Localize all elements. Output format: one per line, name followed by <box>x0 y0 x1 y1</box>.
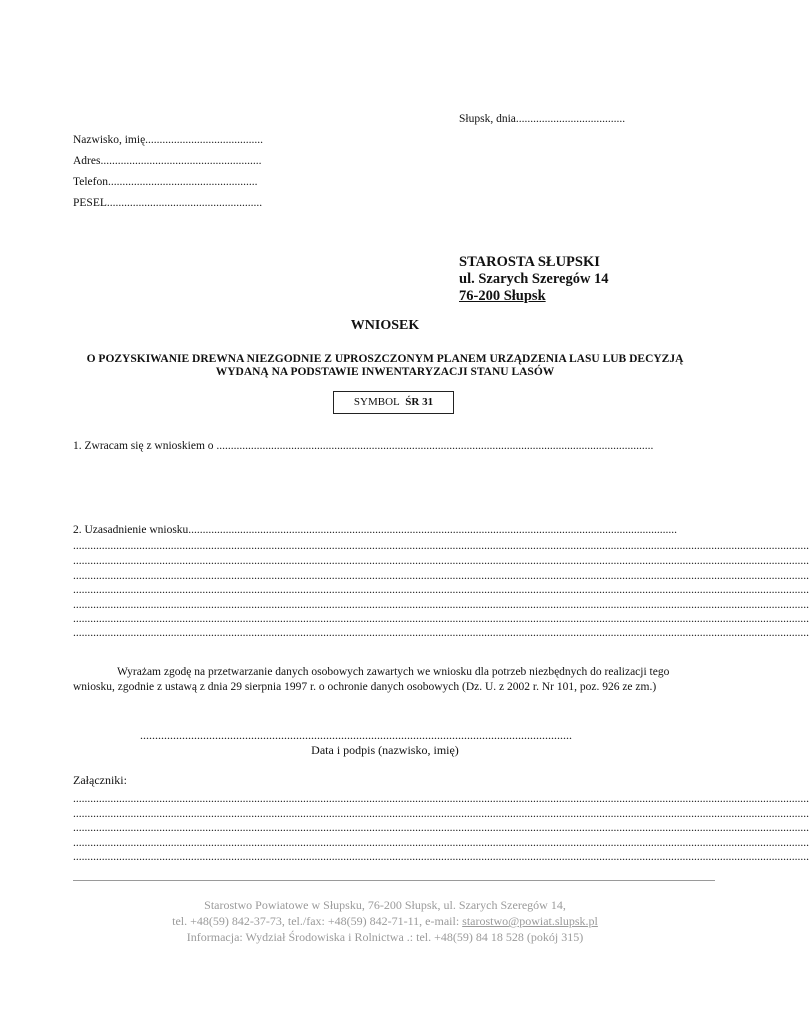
attachment-line[interactable]: ................................................................................................................................................................................................................................................................ <box>73 793 809 805</box>
attachments-label: Załączniki: <box>73 773 127 787</box>
footer-email-link[interactable]: starostwo@powiat.slupsk.pl <box>462 914 598 928</box>
footer-info: Informacja: Wydział Środowiska i Rolnictwa .: tel. +48(59) 84 18 528 (pokój 315) <box>186 930 584 944</box>
footer-contact <box>0 913 770 929</box>
justification-line[interactable]: ................................................................................................................................................................................................................................................................ <box>73 570 809 582</box>
attachment-line[interactable]: ................................................................................................................................................................................................................................................................ <box>73 822 809 834</box>
footer <box>0 897 770 945</box>
recipient-name: STAROSTA SŁUPSKI <box>459 254 600 270</box>
name-field[interactable]: Nazwisko, imię......................................... <box>73 134 264 146</box>
address-field[interactable]: Adres........................................................ <box>73 155 262 167</box>
consent-statement: Wyrażam zgodę na przetwarzanie danych osobowych zawartych we wniosku dla potrzeb niezbędnych do realizacji tego wniosku, zgodnie z ustawą z dnia 29 sierpnia 1997 r. o ochronie danych osobowych (Dz. U. z 2002 r. Nr 101, poz. 926 ze zm.) <box>73 666 670 693</box>
symbol-code: ŚR 31 <box>405 396 434 408</box>
justification-line[interactable]: ................................................................................................................................................................................................................................................................ <box>73 540 809 552</box>
signature-field[interactable]: ................................................................................................................................................ <box>140 728 572 742</box>
attachment-line[interactable]: ................................................................................................................................................................................................................................................................ <box>73 837 809 849</box>
justification-line[interactable]: ................................................................................................................................................................................................................................................................ <box>73 613 809 625</box>
place-date-field[interactable]: Słupsk, dnia...................................... <box>459 113 626 125</box>
symbol-label: SYMBOL <box>353 396 400 408</box>
justification-line[interactable]: ................................................................................................................................................................................................................................................................ <box>73 584 809 596</box>
symbol-box <box>333 391 454 414</box>
pesel-field[interactable]: PESEL...................................................... <box>73 197 263 209</box>
footer-divider <box>73 880 715 881</box>
justification-line[interactable]: ................................................................................................................................................................................................................................................................ <box>73 627 809 639</box>
recipient-street: ul. Szarych Szeregów 14 <box>459 271 609 287</box>
phone-field[interactable]: Telefon.................................................... <box>73 176 258 188</box>
justification-line[interactable]: ................................................................................................................................................................................................................................................................ <box>73 555 809 567</box>
document-title: WNIOSEK <box>350 318 420 333</box>
recipient-block <box>459 254 609 305</box>
recipient-city: 76-200 Słupsk <box>459 288 546 304</box>
attachment-line[interactable]: ................................................................................................................................................................................................................................................................ <box>73 808 809 820</box>
document-subtitle: O POZYSKIWANIE DREWNA NIEZGODNIE Z UPROSZCZONYM PLANEM URZĄDZENIA LASU LUB DECYZJĄ WYDANĄ NA PODSTAWIE INWENTARYZACJI STANU LASÓW <box>86 353 684 378</box>
justification-line[interactable]: ................................................................................................................................................................................................................................................................ <box>73 599 809 611</box>
footer-phones: tel. +48(59) 842-37-73, tel./fax: +48(59) 842-71-11, e-mail: <box>172 914 463 928</box>
justification-field[interactable]: 2. Uzasadnienie wniosku.......................................................................................................................................................................... <box>73 524 678 536</box>
attachment-line[interactable]: ................................................................................................................................................................................................................................................................ <box>73 851 809 863</box>
request-subject-field[interactable]: 1. Zwracam się z wnioskiem o ........................................................................................................................................................ <box>73 440 654 452</box>
signature-label: Data i podpis (nazwisko, imię) <box>311 743 459 757</box>
footer-address: Starostwo Powiatowe w Słupsku, 76-200 Słupsk, ul. Szarych Szeregów 14, <box>204 898 566 912</box>
